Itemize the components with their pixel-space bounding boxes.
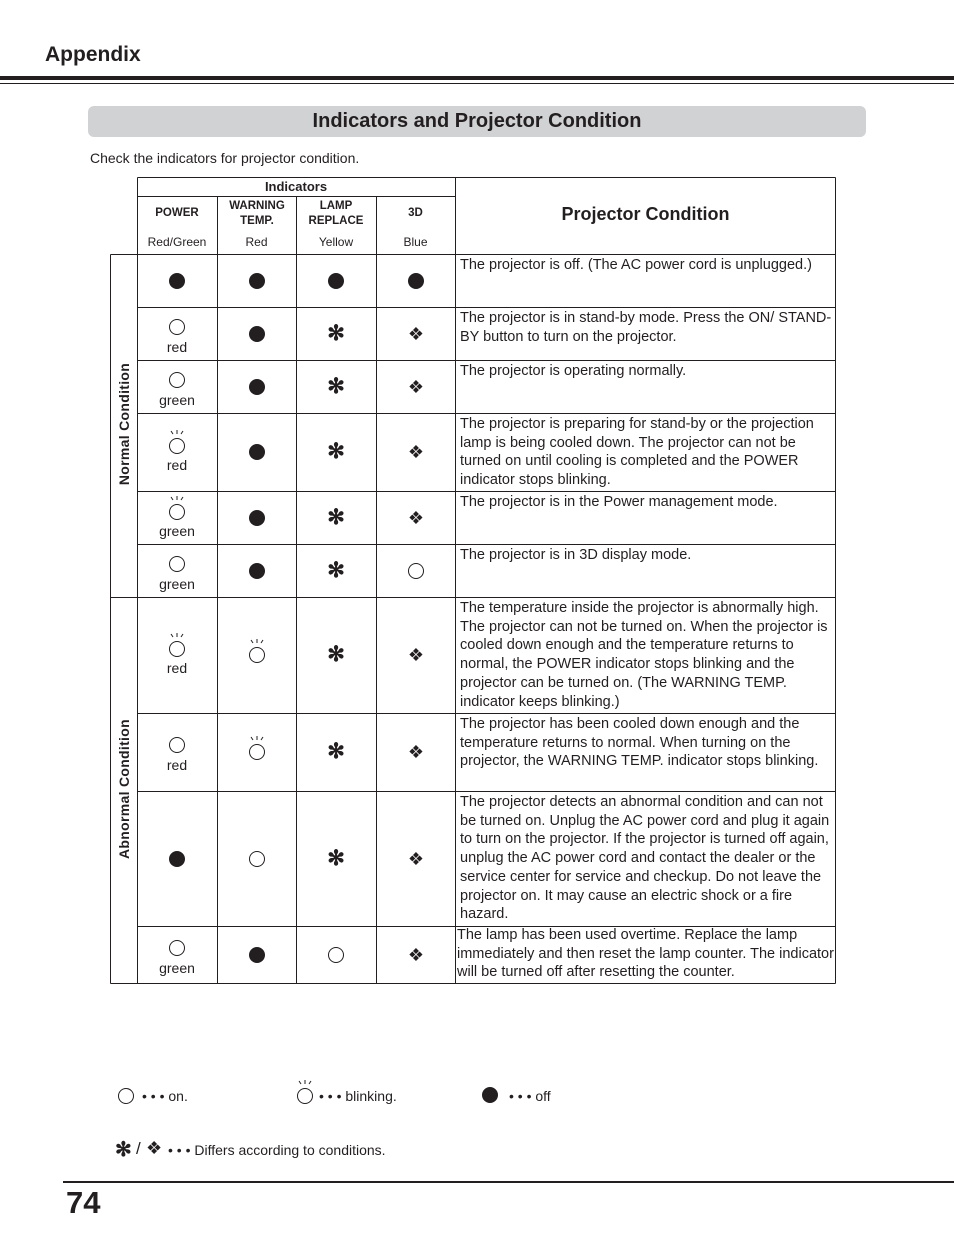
page-number: 74 [66, 1185, 101, 1220]
row1-condition-text: The projector is off. (The AC power cord is unplugged.) [460, 257, 812, 273]
row10-power-on-icon [167, 939, 187, 957]
row5-power-blink-icon [167, 493, 187, 521]
row9-lamp-replace-asterisk-icon: ✻ [327, 846, 345, 870]
legend-diff-icon-2: ❖ [146, 1138, 163, 1158]
row10-lamp-replace-on-icon [326, 946, 346, 964]
col-lamp-color: Yellow [318, 235, 354, 249]
row4-3d-diamond-icon: ❖ [407, 442, 425, 462]
row1-power-off-icon [167, 272, 187, 290]
row8-lamp-replace-asterisk-icon: ✻ [327, 740, 345, 763]
row2-power-label: red [166, 338, 188, 355]
row6-power-on-icon [167, 555, 187, 573]
group-normal-label: Normal Condition [116, 362, 132, 486]
intro-text: Check the indicators for projector condition. [90, 150, 360, 166]
row5-warning-temp-off-icon [247, 509, 267, 527]
row10-3d-diamond-icon: ❖ [407, 944, 425, 965]
legend-on-text: • • • on. [142, 1088, 188, 1104]
row5-condition-text: The projector is in the Power management mode. [460, 494, 778, 510]
row4-lamp-replace-asterisk-icon: ✻ [327, 440, 345, 463]
legend-diff-icon-1: ✻ [115, 1139, 132, 1161]
row3-3d-diamond-icon: ❖ [407, 376, 425, 397]
row2-condition-text: The projector is in stand-by mode. Press the ON/ STAND-BY button to turn on the projector. [460, 310, 832, 345]
row1-lamp-replace-off-icon [326, 272, 346, 290]
col-warning-color: Red [245, 235, 268, 249]
row8-3d-diamond-icon: ❖ [407, 742, 425, 762]
row6-warning-temp-off-icon [247, 562, 267, 580]
row7-warning-temp-blink-icon [247, 636, 267, 664]
row9-warning-temp-on-icon [247, 850, 267, 868]
row7-power-label: red [166, 660, 188, 676]
row6-power-label: green [159, 575, 195, 592]
row1-warning-temp-off-icon [247, 272, 267, 290]
row7-condition-text: The temperature inside the projector is abnormally high. The projector can not be turned on. When the projector is cooled down enough and the temperature returns to normal, the POWER indicator stops blinking and the projector can be turned on. (The WARNING TEMP. indicator keeps blinking.) [460, 600, 828, 710]
row9-condition-text: The projector detects an abnormal condition and can not be turned on. Unplug the AC power cord and plug it again to turn on the projector. If the projector is turned off again, unplug the AC power cord and contact the dealer or the service center for service and checkup. Do not leave the projector on. It may cause an electric shock or a fire hazard. [460, 794, 830, 923]
row10-condition-text: The lamp has been used overtime. Replace the lamp immediately and then reset the lamp counter. The indicator will be turned off after resetting the counter. [457, 927, 834, 981]
row8-condition-text: The projector has been cooled down enough and the temperature returns to normal. When turning on the projector, the WARNING TEMP. indicator stops blinking. [460, 716, 819, 770]
row3-warning-temp-off-icon [247, 378, 267, 396]
row8-warning-temp-blink-icon [247, 733, 267, 761]
row7-lamp-replace-asterisk-icon: ✻ [327, 643, 345, 666]
row7-power-blink-icon [167, 630, 187, 658]
row2-3d-diamond-icon: ❖ [407, 323, 425, 344]
row2-warning-temp-off-icon [247, 325, 267, 343]
page-title: Indicators and Projector Condition [88, 106, 866, 137]
col-power-color: Red/Green [147, 235, 207, 249]
footer-rule [63, 1181, 954, 1183]
row2-lamp-replace-asterisk-icon: ✻ [327, 321, 345, 345]
row2-power-on-icon [167, 318, 187, 336]
row4-power-blink-icon [167, 427, 187, 455]
row3-condition-text: The projector is operating normally. [460, 363, 687, 379]
legend-off-text: • • • off [509, 1088, 551, 1104]
row4-condition-text: The projector is preparing for stand-by or the projection lamp is being cooled down. The projector can not be turned on until cooling is completed and the POWER indicator stops blinking. [460, 416, 814, 489]
row9-3d-diamond-icon: ❖ [407, 848, 425, 869]
row9-power-off-icon [167, 850, 187, 868]
projector-condition-header: Projector Condition [561, 204, 730, 224]
group-abnormal-label: Abnormal Condition [116, 719, 132, 859]
legend-diff-separator: / [136, 1139, 141, 1158]
col-3d-header: 3D [408, 207, 423, 219]
row1-3d-off-icon [406, 272, 426, 290]
col-lamp-header: LAMP REPLACE [308, 200, 364, 227]
row8-power-label: red [166, 757, 188, 773]
col-warning-header: WARNING TEMP. [229, 200, 285, 227]
row5-lamp-replace-asterisk-icon: ✻ [327, 505, 345, 529]
row3-power-label: green [159, 391, 195, 408]
row6-lamp-replace-asterisk-icon: ✻ [327, 558, 345, 582]
col-3d-color: Blue [403, 235, 428, 249]
row3-power-on-icon [167, 371, 187, 389]
indicators-header: Indicators [264, 179, 328, 194]
row6-3d-on-icon [406, 562, 426, 580]
row6-condition-text: The projector is in 3D display mode. [460, 547, 692, 563]
row10-power-label: green [159, 959, 195, 976]
col-power-header: POWER [155, 207, 199, 219]
row5-power-label: green [159, 522, 195, 539]
row4-warning-temp-off-icon [247, 443, 267, 461]
legend-diff-text: • • • Differs according to conditions. [168, 1142, 386, 1158]
row8-power-on-icon [167, 736, 187, 754]
legend-on-icon [117, 1087, 135, 1105]
row3-lamp-replace-asterisk-icon: ✻ [327, 374, 345, 398]
row7-3d-diamond-icon: ❖ [407, 645, 425, 665]
section-title: Appendix [45, 43, 141, 66]
legend-off-icon [481, 1086, 499, 1104]
row5-3d-diamond-icon: ❖ [407, 507, 425, 528]
legend-blink-text: • • • blinking. [319, 1088, 397, 1104]
legend-blink-icon [295, 1077, 315, 1105]
row4-power-label: red [166, 457, 188, 473]
row10-warning-temp-off-icon [247, 946, 267, 964]
